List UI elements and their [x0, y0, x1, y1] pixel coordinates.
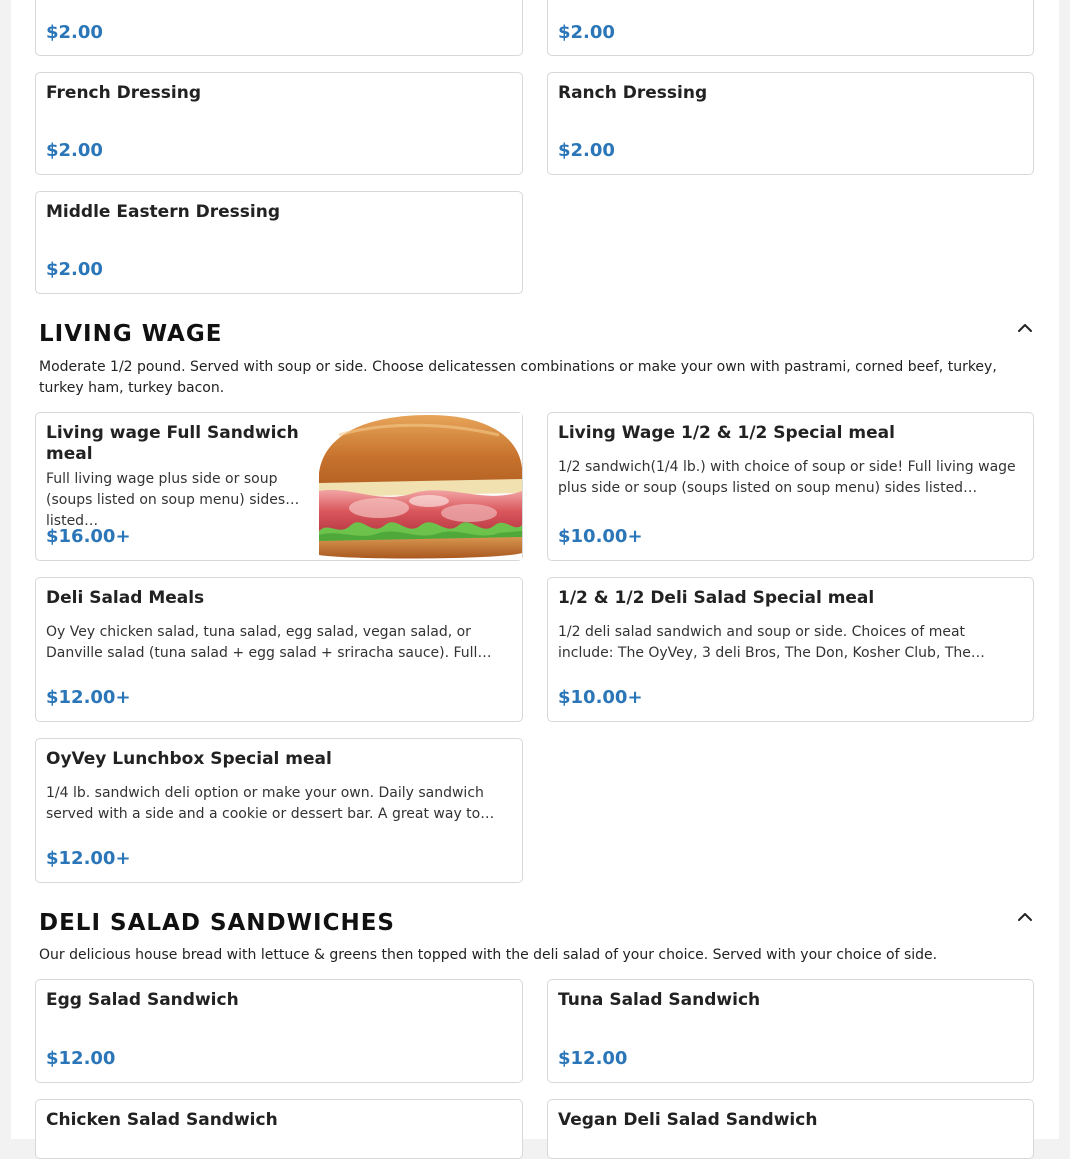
- item-name: OyVey Lunchbox Special meal: [46, 749, 332, 769]
- item-description: 1/2 sandwich(1/4 lb.) with choice of soup or side! Full living wage plus side or soup (soups listed on soup menu) sides listed…: [558, 459, 1016, 496]
- item-description: 1/4 lb. sandwich deli option or make your own. Daily sandwich served with a side and a cookie or dessert bar. A great way to…: [46, 785, 495, 822]
- section-title-deli-salad: DELI SALAD SANDWICHES: [39, 910, 395, 936]
- item-price: $2.00: [46, 259, 103, 280]
- menu-item-card[interactable]: [547, 412, 1034, 561]
- item-price: $12.00+: [46, 687, 131, 708]
- item-description: 1/2 deli salad sandwich and soup or side. Choices of meat include: The OyVey, 3 deli Bros, The Don, Kosher Club, The…: [558, 624, 985, 661]
- menu-item-card[interactable]: [35, 577, 523, 722]
- menu-item-card[interactable]: [35, 191, 523, 294]
- item-name: Deli Salad Meals: [46, 588, 205, 608]
- item-price: $12.00: [558, 1048, 628, 1069]
- item-name: 1/2 & 1/2 Deli Salad Special meal: [558, 588, 875, 608]
- menu-item-card[interactable]: [547, 577, 1034, 722]
- menu-item-card[interactable]: [35, 738, 523, 883]
- item-name: French Dressing: [46, 83, 202, 103]
- item-name: Vegan Deli Salad Sandwich: [558, 1110, 818, 1130]
- item-price: $16.00+: [46, 526, 131, 547]
- menu-item-card[interactable]: [547, 979, 1034, 1083]
- menu-item-card[interactable]: [35, 1099, 523, 1159]
- item-price: $12.00+: [46, 848, 131, 869]
- sandwich-image[interactable]: [319, 413, 522, 560]
- menu-item-card[interactable]: [35, 412, 523, 561]
- item-name: Middle Eastern Dressing: [46, 202, 280, 222]
- item-price: $2.00: [46, 22, 103, 43]
- item-price: $12.00: [46, 1048, 116, 1069]
- item-price: $10.00+: [558, 526, 643, 547]
- item-description: Full living wage plus side or soup (soups listed on soup menu) sides listed…: [46, 471, 286, 529]
- menu-item-card[interactable]: [35, 72, 523, 175]
- item-price: $10.00+: [558, 687, 643, 708]
- section-title-living-wage: LIVING WAGE: [39, 321, 223, 347]
- menu-item-card[interactable]: [547, 0, 1034, 56]
- item-name: Living Wage 1/2 & 1/2 Special meal: [558, 423, 895, 443]
- menu-item-card[interactable]: [547, 1099, 1034, 1159]
- menu-page: [11, 0, 1059, 1139]
- item-name: Chicken Salad Sandwich: [46, 1110, 278, 1130]
- item-name: Tuna Salad Sandwich: [558, 990, 761, 1010]
- item-price: $2.00: [46, 140, 103, 161]
- item-price: $2.00: [558, 140, 615, 161]
- menu-item-card[interactable]: [35, 0, 523, 56]
- section-description: Moderate 1/2 pound. Served with soup or side. Choose delicatessen combinations or make your own with pastrami, corned beef, turkey, turkey ham, turkey bacon.: [39, 359, 997, 396]
- chevron-up-icon[interactable]: [1014, 317, 1036, 339]
- section-description: Our delicious house bread with lettuce & greens then topped with the deli salad of your choice. Served with your choice of side.: [39, 947, 938, 963]
- menu-item-card[interactable]: [547, 72, 1034, 175]
- item-name: Egg Salad Sandwich: [46, 990, 239, 1010]
- menu-item-card[interactable]: [35, 979, 523, 1083]
- item-price: $2.00: [558, 22, 615, 43]
- item-description: Oy Vey chicken salad, tuna salad, egg salad, vegan salad, or Danville salad (tuna salad + egg salad + sriracha sauce). Full…: [46, 624, 492, 661]
- item-name: Ranch Dressing: [558, 83, 708, 103]
- item-name: Living wage Full Sandwich meal: [46, 423, 299, 464]
- chevron-up-icon[interactable]: [1014, 906, 1036, 928]
